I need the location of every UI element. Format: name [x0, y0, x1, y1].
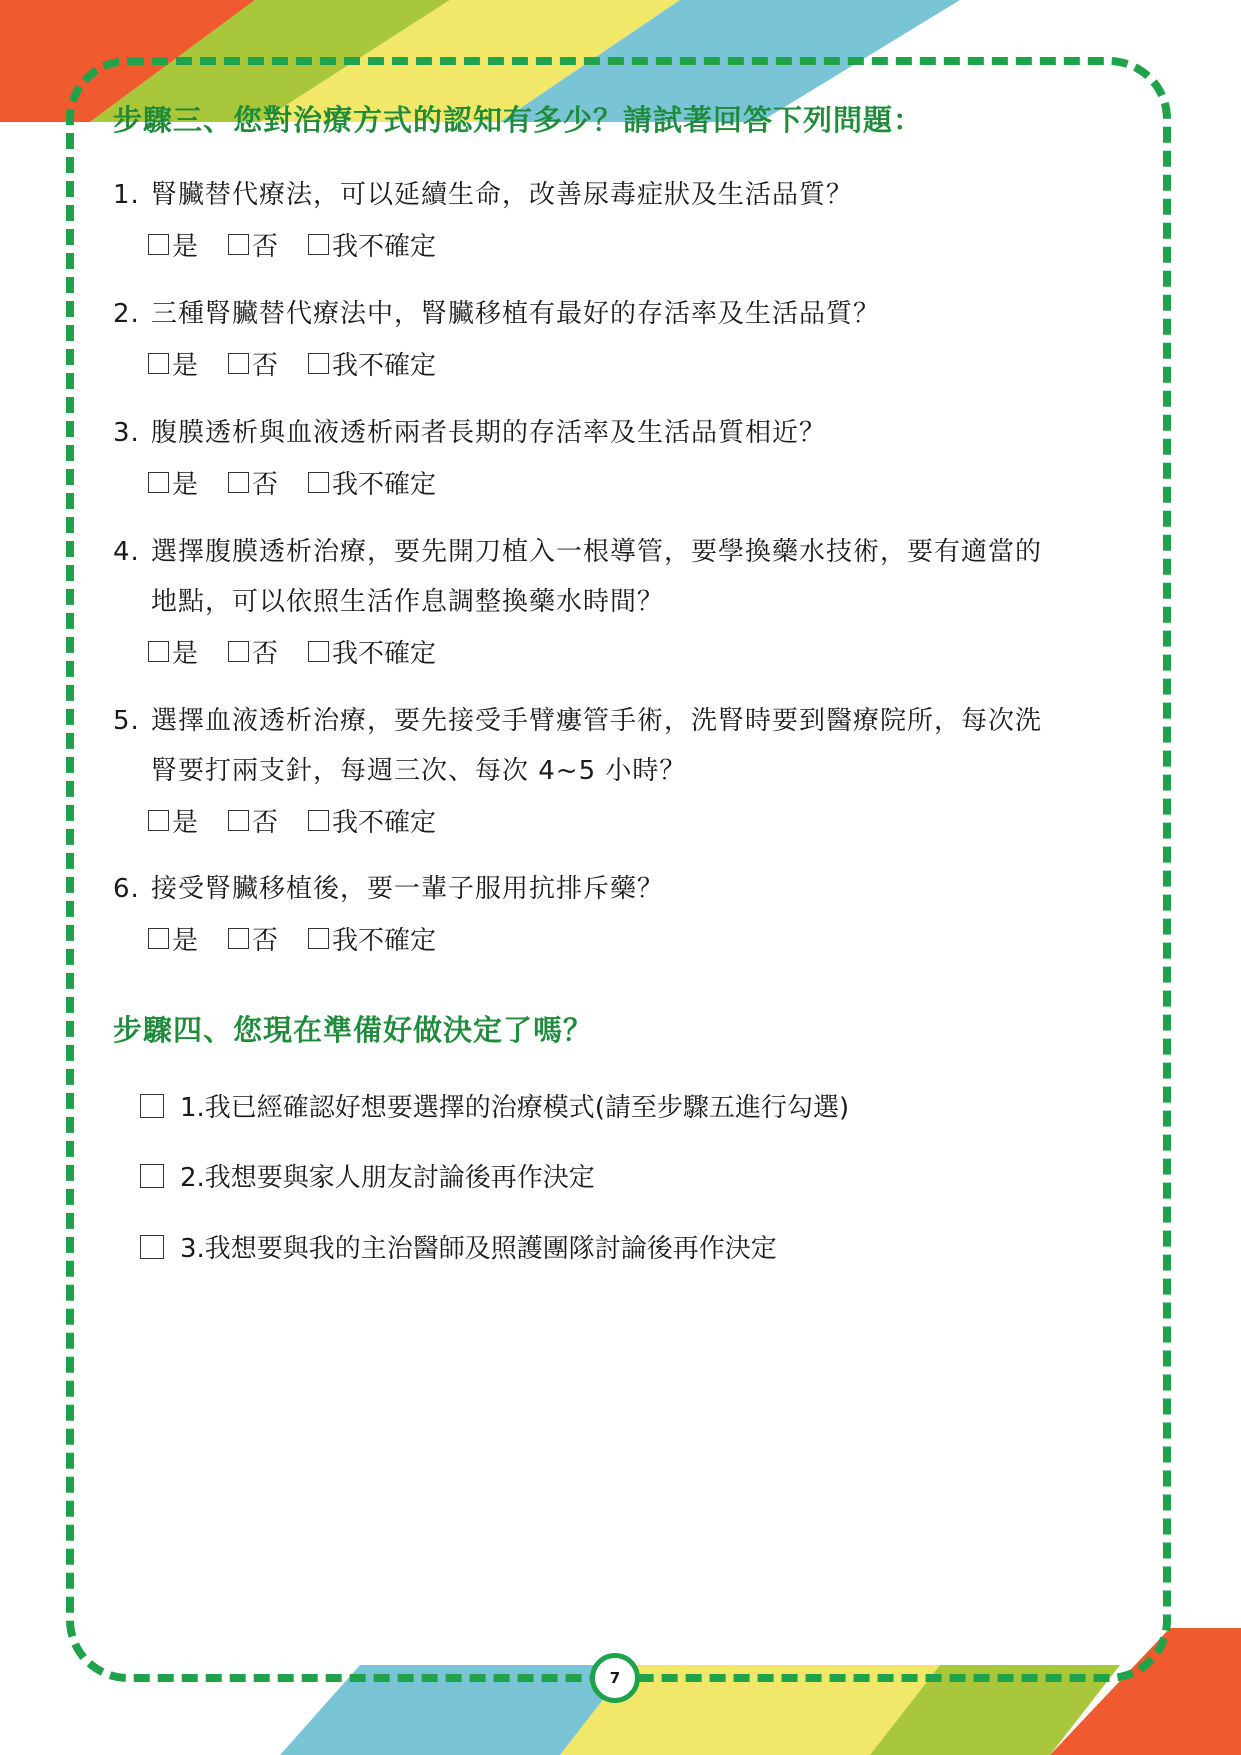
option-unsure[interactable]: 我不確定 [308, 345, 436, 382]
option-no[interactable]: 否 [228, 226, 278, 263]
question-2 [113, 289, 1123, 339]
choice-label: 2.我想要與家人朋友討論後再作決定 [180, 1163, 595, 1193]
option-yes[interactable]: 是 [148, 633, 198, 670]
checkbox[interactable] [140, 1164, 164, 1188]
question-number: 5. [113, 706, 140, 736]
checkbox[interactable] [308, 353, 329, 374]
question-text: 選擇血液透析治療，要先接受手臂瘻管手術，洗腎時要到醫療院所，每次洗 [151, 706, 1043, 736]
option-yes[interactable]: 是 [148, 920, 198, 957]
checkbox[interactable] [148, 353, 169, 374]
question-text: 三種腎臟替代療法中，腎臟移植有最好的存活率及生活品質？ [151, 299, 881, 329]
option-yes[interactable]: 是 [148, 802, 198, 839]
answer-options-2 [148, 345, 466, 381]
question-text: 接受腎臟移植後，要一輩子服用抗排斥藥？ [151, 874, 665, 904]
checkbox[interactable] [140, 1235, 164, 1259]
option-yes[interactable]: 是 [148, 226, 198, 263]
checkbox[interactable] [228, 928, 249, 949]
answer-options-3 [148, 464, 466, 500]
checkbox[interactable] [308, 928, 329, 949]
answer-options-4 [148, 633, 466, 669]
question-4 [113, 527, 1123, 627]
question-number: 1. [113, 180, 140, 210]
checkbox[interactable] [228, 641, 249, 662]
option-no[interactable]: 否 [228, 920, 278, 957]
checkbox[interactable] [228, 472, 249, 493]
question-text: 腹膜透析與血液透析兩者長期的存活率及生活品質相近？ [151, 418, 827, 448]
question-text-continued: 腎要打兩支針，每週三次、每次 4~5 小時？ [151, 756, 687, 786]
option-unsure[interactable]: 我不確定 [308, 633, 436, 670]
answer-options-1 [148, 226, 466, 262]
option-yes[interactable]: 是 [148, 345, 198, 382]
page-number: 7 [590, 1653, 640, 1703]
option-no[interactable]: 否 [228, 464, 278, 501]
checkbox[interactable] [308, 810, 329, 831]
checkbox[interactable] [148, 472, 169, 493]
answer-options-6 [148, 920, 466, 956]
checkbox[interactable] [228, 234, 249, 255]
checkbox[interactable] [228, 353, 249, 374]
question-3 [113, 408, 1123, 458]
checkbox[interactable] [148, 641, 169, 662]
question-6 [113, 864, 1123, 914]
option-no[interactable]: 否 [228, 802, 278, 839]
question-5 [113, 696, 1123, 796]
checkbox[interactable] [148, 928, 169, 949]
option-unsure[interactable]: 我不確定 [308, 802, 436, 839]
question-text-continued: 地點，可以依照生活作息調整換藥水時間？ [151, 587, 665, 617]
choice-label: 3.我想要與我的主治醫師及照護團隊討論後再作決定 [180, 1234, 777, 1264]
option-unsure[interactable]: 我不確定 [308, 920, 436, 957]
question-1 [113, 170, 1123, 220]
option-no[interactable]: 否 [228, 633, 278, 670]
choice-label: 1.我已經確認好想要選擇的治療模式(請至步驟五進行勾選) [180, 1093, 850, 1123]
decision-choice-1[interactable] [140, 1087, 849, 1124]
question-number: 4. [113, 537, 140, 567]
option-yes[interactable]: 是 [148, 464, 198, 501]
checkbox[interactable] [308, 472, 329, 493]
checkbox[interactable] [148, 810, 169, 831]
decision-choice-2[interactable] [140, 1157, 595, 1194]
decision-choice-3[interactable] [140, 1228, 777, 1265]
step4-heading: 步驟四、您現在準備好做決定了嗎？ [113, 1013, 594, 1047]
checkbox[interactable] [140, 1094, 164, 1118]
option-unsure[interactable]: 我不確定 [308, 226, 436, 263]
question-number: 3. [113, 418, 140, 448]
question-number: 6. [113, 874, 140, 904]
step3-heading: 步驟三、您對治療方式的認知有多少？請試著回答下列問題： [113, 103, 924, 137]
answer-options-5 [148, 802, 466, 838]
checkbox[interactable] [228, 810, 249, 831]
checkbox[interactable] [308, 234, 329, 255]
option-unsure[interactable]: 我不確定 [308, 464, 436, 501]
option-no[interactable]: 否 [228, 345, 278, 382]
question-text: 選擇腹膜透析治療，要先開刀植入一根導管，要學換藥水技術，要有適當的 [151, 537, 1043, 567]
checkbox[interactable] [308, 641, 329, 662]
question-number: 2. [113, 299, 140, 329]
question-text: 腎臟替代療法，可以延續生命，改善尿毒症狀及生活品質？ [151, 180, 854, 210]
checkbox[interactable] [148, 234, 169, 255]
